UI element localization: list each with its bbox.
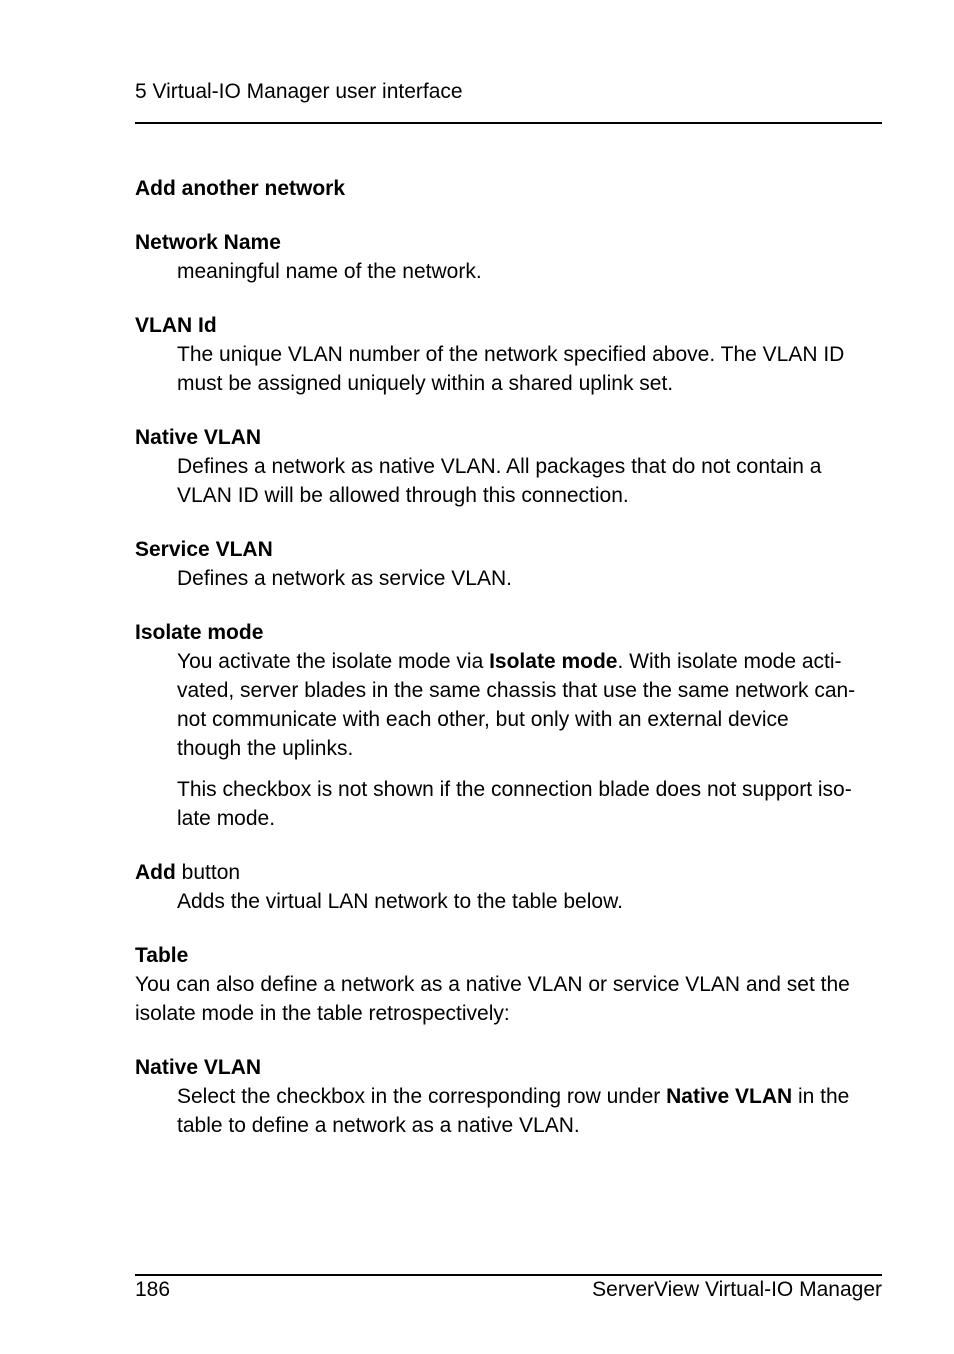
desc-isolate-note: This checkbox is not shown if the connection blade does not support iso- late mode.: [177, 778, 852, 830]
item-network-name: [135, 228, 895, 286]
running-header: 5 Virtual-IO Manager user interface: [135, 80, 463, 103]
desc-network-name: meaningful name of the network.: [177, 260, 482, 283]
isolate-text-post: . With isolate mode acti- vated, server blades in the same chassis that use the same network can- not communicate with each other, but only with an external device though the uplinks.: [177, 650, 856, 760]
desc-native-vlan-table: [177, 1082, 895, 1140]
desc-vlan-id: The unique VLAN number of the network specified above. The VLAN ID must be assigned uniquely within a shared uplink set.: [177, 343, 845, 395]
desc-service-vlan: Defines a network as service VLAN.: [177, 567, 512, 590]
item-vlan-id: [135, 311, 895, 398]
term-add-rest: button: [175, 861, 241, 884]
desc-add-button: Adds the virtual LAN network to the table below.: [177, 890, 623, 913]
item-native-vlan: [135, 423, 895, 510]
footer-product-name: ServerView Virtual-IO Manager: [592, 1278, 882, 1301]
item-add-button: [135, 858, 895, 916]
term-native-vlan-table: Native VLAN: [135, 1056, 262, 1079]
term-native-vlan: Native VLAN: [135, 426, 262, 449]
page-content: [135, 174, 895, 1165]
term-add-bold: Add: [135, 861, 176, 884]
item-service-vlan: [135, 535, 895, 593]
section-add-network: [135, 174, 895, 203]
nvt-post: in the table to define a network as a native VLAN.: [177, 1085, 850, 1137]
isolate-text-pre: You activate the isolate mode via: [177, 650, 490, 673]
desc-isolate-mode: [177, 647, 895, 763]
nvt-pre: Select the checkbox in the corresponding row under: [177, 1085, 667, 1108]
page-number: 186: [135, 1278, 171, 1301]
header-rule: [135, 122, 882, 124]
item-native-vlan-table: [135, 1053, 895, 1140]
term-table: Table: [135, 944, 189, 967]
nvt-bold: Native VLAN: [666, 1085, 793, 1108]
term-network-name: Network Name: [135, 231, 281, 254]
item-table: [135, 941, 895, 1028]
term-vlan-id: VLAN Id: [135, 314, 217, 337]
term-add-button: [135, 858, 895, 887]
desc-table: You can also define a network as a native VLAN or service VLAN and set the isolate mode in the table retrospectively:: [135, 973, 850, 1025]
desc-native-vlan: Defines a network as native VLAN. All packages that do not contain a VLAN ID will be allowed through this connection.: [177, 455, 822, 507]
item-isolate-mode: [135, 618, 895, 833]
section-title: Add another network: [135, 177, 346, 200]
term-service-vlan: Service VLAN: [135, 538, 273, 561]
isolate-text-bold: Isolate mode: [489, 650, 618, 673]
term-isolate-mode: Isolate mode: [135, 621, 264, 644]
